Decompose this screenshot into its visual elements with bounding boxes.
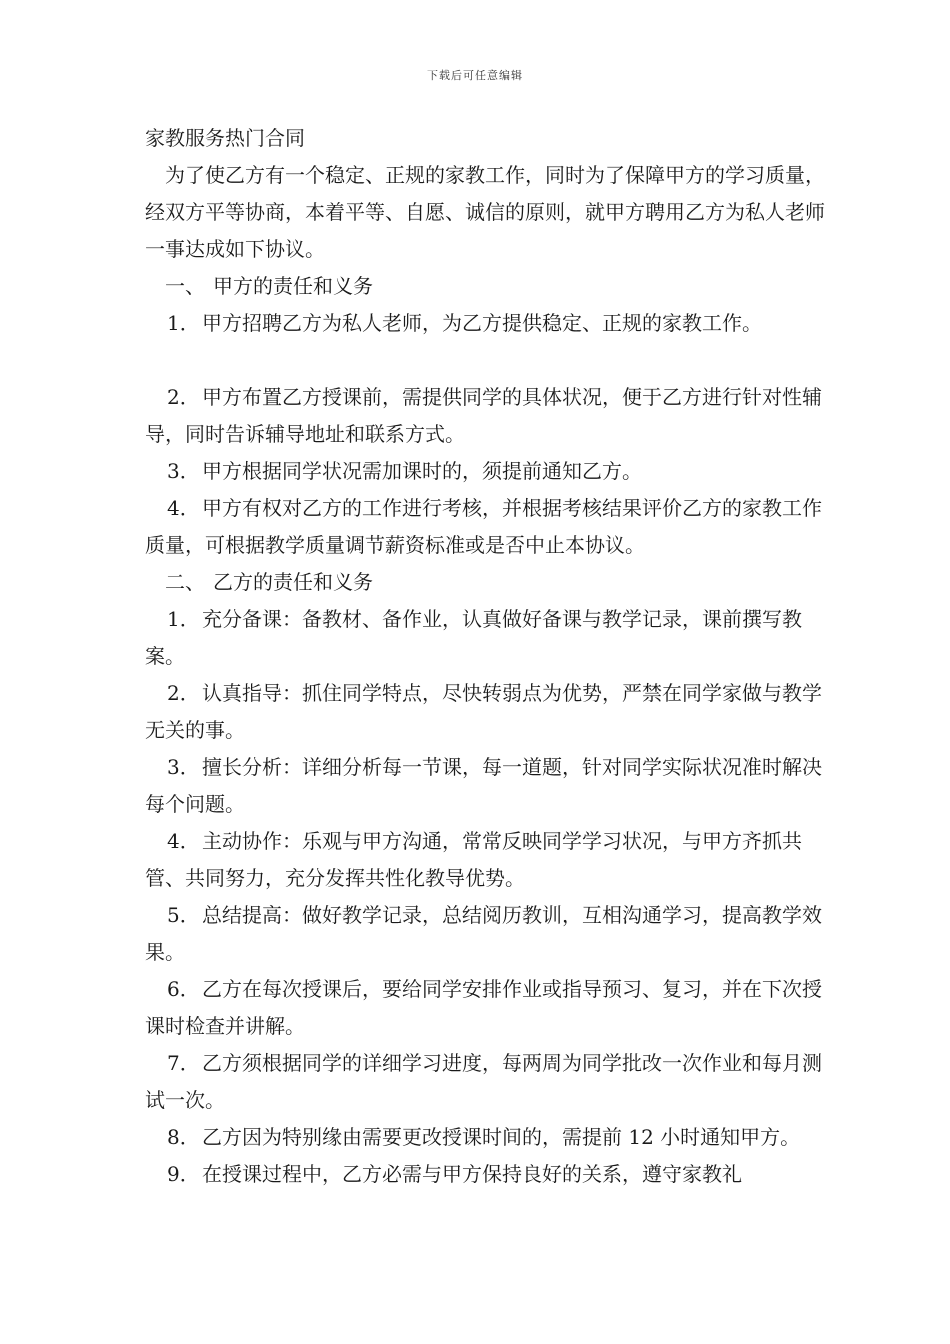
- clause-item: [145, 1119, 825, 1156]
- clause-number: 2．: [167, 681, 200, 705]
- clause-text: 乙方因为特别缘由需要更改授课时间的，需提前 12 小时通知甲方。: [202, 1125, 801, 1149]
- clause-text: 主动协作：乐观与甲方沟通，常常反映同学学习状况，与甲方齐抓共管、共同努力，充分发挥共性化教导优势。: [145, 829, 802, 890]
- document-title: 家教服务热门合同: [145, 126, 305, 150]
- clause-item: [145, 823, 825, 897]
- clause-item: [145, 601, 825, 675]
- header-note: 下载后可任意编辑: [427, 69, 523, 82]
- clause-item: [145, 971, 825, 1045]
- clause-text: 甲方布置乙方授课前，需提供同学的具体状况，便于乙方进行针对性辅导，同时告诉辅导地址和联系方式。: [145, 385, 822, 446]
- clause-item: [145, 305, 825, 342]
- section-heading-1: [145, 268, 825, 305]
- clause-text: 甲方招聘乙方为私人老师，为乙方提供稳定、正规的家教工作。: [202, 311, 762, 335]
- clause-number: 1．: [167, 311, 200, 335]
- section-title: 甲方的责任和义务: [213, 274, 373, 298]
- clause-item: [145, 379, 825, 453]
- clause-number: 1．: [167, 607, 200, 631]
- clause-text: 总结提高：做好教学记录，总结阅历教训，互相沟通学习，提高教学效果。: [145, 903, 822, 964]
- clause-text: 甲方根据同学状况需加课时的，须提前通知乙方。: [202, 459, 642, 483]
- clause-item: [145, 675, 825, 749]
- clause-item: [145, 1045, 825, 1119]
- clause-number: 4．: [167, 496, 200, 520]
- clause-text: 充分备课：备教材、备作业，认真做好备课与教学记录，课前撰写教案。: [145, 607, 802, 668]
- clause-number: 9．: [167, 1162, 200, 1186]
- clause-item: [145, 897, 825, 971]
- clause-text: 乙方在每次授课后，要给同学安排作业或指导预习、复习，并在下次授课时检查并讲解。: [145, 977, 822, 1038]
- section-number: 二、: [165, 570, 205, 594]
- clause-text: 甲方有权对乙方的工作进行考核，并根据考核结果评价乙方的家教工作质量，可根据教学质量调节薪资标准或是否中止本协议。: [145, 496, 822, 557]
- section-number: 一、: [165, 274, 205, 298]
- clause-text: 擅长分析：详细分析每一节课，每一道题，针对同学实际状况准时解决每个问题。: [145, 755, 822, 816]
- section-heading-2: [145, 564, 825, 601]
- intro-paragraph: 为了使乙方有一个稳定、正规的家教工作，同时为了保障甲方的学习质量，经双方平等协商，本着平等、自愿、诚信的原则，就甲方聘用乙方为私人老师一事达成如下协议。: [145, 163, 825, 261]
- clause-number: 5．: [167, 903, 200, 927]
- clause-item: [145, 1156, 825, 1193]
- clause-number: 8．: [167, 1125, 200, 1149]
- clause-number: 4．: [167, 829, 200, 853]
- section-title: 乙方的责任和义务: [213, 570, 373, 594]
- clause-text: 乙方须根据同学的详细学习进度，每两周为同学批改一次作业和每月测试一次。: [145, 1051, 822, 1112]
- clause-item: [145, 453, 825, 490]
- clause-number: 7．: [167, 1051, 200, 1075]
- clause-number: 3．: [167, 755, 200, 779]
- clause-item: [145, 749, 825, 823]
- clause-number: 2．: [167, 385, 200, 409]
- clause-item: [145, 490, 825, 564]
- document-body: [145, 120, 825, 1193]
- clause-text: 认真指导：抓住同学特点，尽快转弱点为优势，严禁在同学家做与教学无关的事。: [145, 681, 822, 742]
- clause-number: 3．: [167, 459, 200, 483]
- clause-text: 在授课过程中，乙方必需与甲方保持良好的关系，遵守家教礼: [202, 1162, 742, 1186]
- clause-number: 6．: [167, 977, 200, 1001]
